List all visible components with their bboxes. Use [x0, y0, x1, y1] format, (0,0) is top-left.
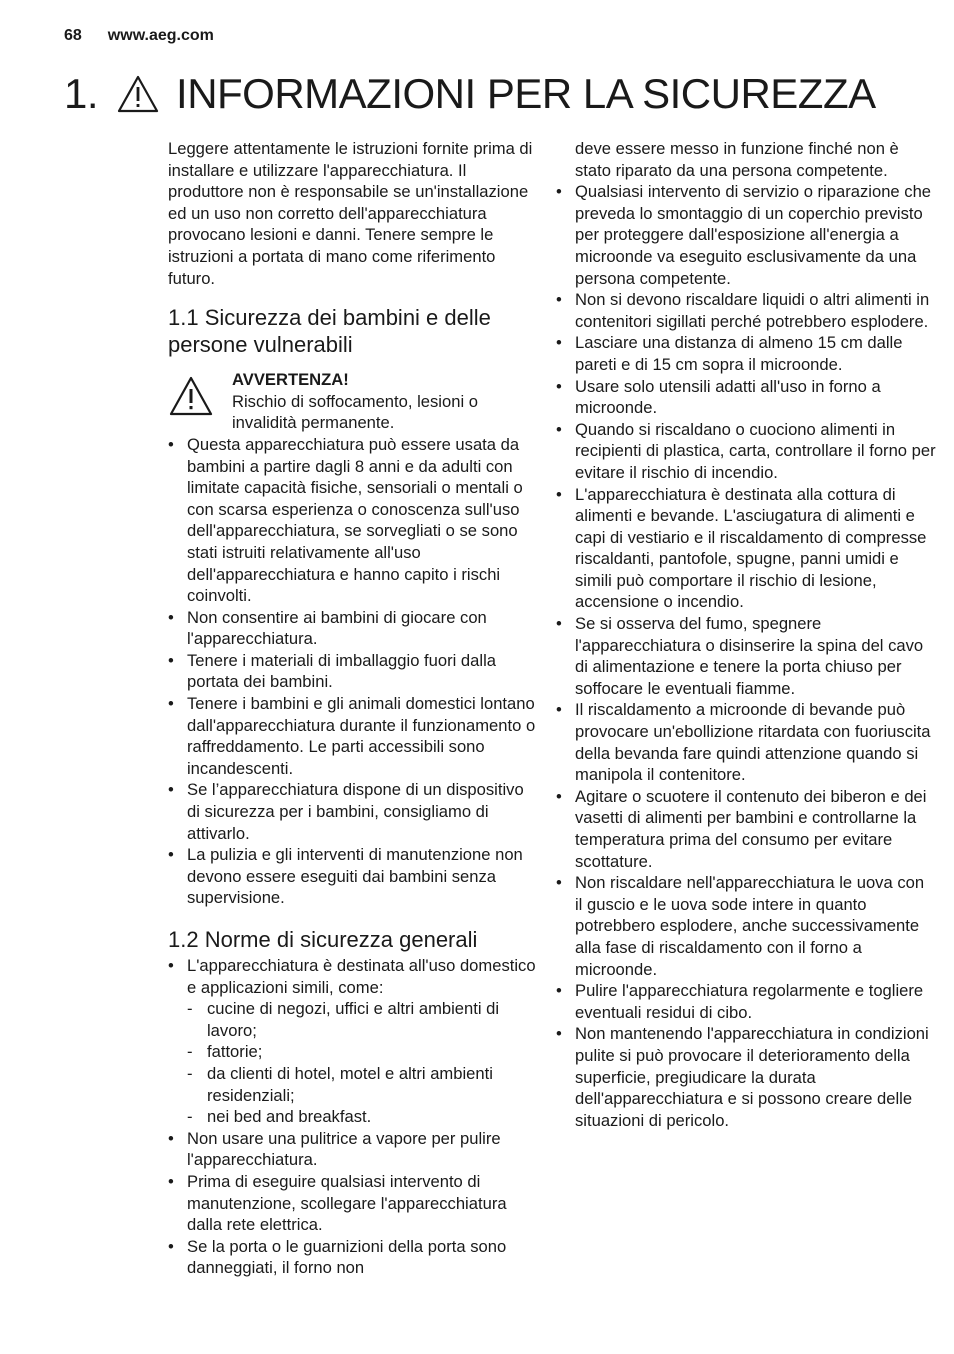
chapter-title: INFORMAZIONI PER LA SICUREZZA: [176, 70, 876, 117]
warning-triangle-icon: [116, 74, 160, 114]
page-title: [64, 70, 876, 118]
general-safety-list-continued: [556, 181, 936, 1131]
general-safety-list: [168, 955, 538, 1279]
list-item: • Non usare una pulitrice a vapore per pulire l'apparecchiatura.: [168, 1128, 538, 1171]
list-item-continuation: deve essere messo in funzione finché non è stato riparato da una persona competente.: [575, 139, 899, 180]
list-item: • Lasciare una distanza di almeno 15 cm dalle pareti e di 15 cm sopra il microonde.: [556, 332, 936, 375]
list-item: • Non consentire ai bambini di giocare con l'apparecchiatura.: [168, 607, 538, 650]
list-item: • Non riscaldare nell'apparecchiatura le uova con il guscio e le uova sode intere in quanto potrebbero esplodere, anche successivamente alla fase di riscaldamento con il forno a microonde.: [556, 872, 936, 980]
sub-list: [187, 998, 538, 1128]
list-item: • Se la porta o le guarnizioni della porta sono danneggiati, il forno non: [168, 1236, 538, 1279]
list-item: • Prima di eseguire qualsiasi intervento di manutenzione, scollegare l'apparecchiatura dalla rete elettrica.: [168, 1171, 538, 1236]
sub-list-item: - da clienti di hotel, motel e altri ambienti residenziali;: [187, 1063, 538, 1106]
list-item: • Se si osserva del fumo, spegnere l'apparecchiatura o disinserire la spina del cavo di alimentazione e tenere la porta chiuso per soffocare le eventuali fiamme.: [556, 613, 936, 699]
right-column: [556, 138, 936, 1131]
sub-list-item: - nei bed and breakfast.: [187, 1106, 538, 1128]
section-1-2-heading: 1.2 Norme di sicurezza generali: [168, 927, 478, 952]
list-item: • Non si devono riscaldare liquidi o altri alimenti in contenitori sigillati perché potrebbero esplodere.: [556, 289, 936, 332]
list-item: • Questa apparecchiatura può essere usata da bambini a partire dagli 8 anni e da adulti con limitate capacità fisiche, sensoriali o mentali o con scarsa esperienza o conoscenza sull'uso dell'apparecchiatura, se sorvegliati o se sono stati istruiti relativamente all'uso dell'apparecchiatura e hanno capito i rischi coinvolti.: [168, 434, 538, 607]
page-header: [64, 27, 214, 45]
list-item: • Tenere i bambini e gli animali domestici lontano dall'apparecchiatura durante il funzionamento o raffreddamento. Le parti accessibili sono incandescenti.: [168, 693, 538, 779]
list-item: • Se l’apparecchiatura dispone di un dispositivo di sicurezza per i bambini, consigliamo di attivarlo.: [168, 779, 538, 844]
list-item: • L'apparecchiatura è destinata all'uso domestico e applicazioni simili, come: - cucine di negozi, uffici e altri ambienti di lavoro; - fattorie; - da clienti di hotel, motel e altri ambienti residenziali; - nei bed and breakfast.: [168, 955, 538, 1128]
list-item: • La pulizia e gli interventi di manutenzione non devono essere eseguiti dai bambini senza supervisione.: [168, 844, 538, 909]
list-item: • Pulire l'apparecchiatura regolarmente e togliere eventuali residui di cibo.: [556, 980, 936, 1023]
list-item: • Tenere i materiali di imballaggio fuori dalla portata dei bambini.: [168, 650, 538, 693]
warning-label: AVVERTENZA!: [232, 370, 349, 390]
list-item: • Usare solo utensili adatti all'uso in forno a microonde.: [556, 376, 936, 419]
page-number: 68: [64, 27, 82, 44]
list-item: • Agitare o scuotere il contenuto dei biberon e dei vasetti di alimenti per bambini e controllarne la temperatura prima del consumo per evitare scottature.: [556, 786, 936, 872]
website-url: www.aeg.com: [107, 27, 214, 44]
list-item: • L'apparecchiatura è destinata alla cottura di alimenti e bevande. L'asciugatura di alimenti e capi di vestiario e il riscaldamento di compresse riscaldanti, pantofole, spugne, panni umidi e simili può comportare il rischio di lesione, accensione o incendio.: [556, 484, 936, 614]
list-item: • Il riscaldamento a microonde di bevande può provocare un'ebollizione ritardata con fuoriuscita della bevanda fare quindi attenzione quando si manipola il contenitore.: [556, 699, 936, 785]
left-column: [168, 138, 538, 1279]
list-item: • Non mantenendo l'apparecchiatura in condizioni pulite si può provocare il deterioramento della superficie, pregiudicare la durata dell'apparecchiatura e si possono creare delle situazioni di pericolo.: [556, 1023, 936, 1131]
sub-list-item: - fattorie;: [187, 1041, 538, 1063]
chapter-number: 1.: [64, 70, 99, 117]
intro-paragraph: Leggere attentamente le istruzioni fornite prima di installare e utilizzare l'apparecchiatura. Il produttore non è responsabile se un'installazione ed un uso non corretto dell'apparecchiatura provocano lesioni e danni. Tenere sempre le istruzioni a portata di mano come riferimento futuro.: [168, 139, 533, 288]
child-safety-list: [168, 434, 538, 909]
section-1-1-heading: 1.1 Sicurezza dei bambini e delle persone vulnerabili: [168, 305, 491, 358]
warning-box: [168, 369, 538, 434]
list-item: • Qualsiasi intervento di servizio o riparazione che preveda lo smontaggio di un coperchio previsto per proteggere dall'esposizione all'energia a microonde va eseguito esclusivamente da una persona competente.: [556, 181, 936, 289]
warning-triangle-icon: [168, 375, 214, 417]
sub-list-item: - cucine di negozi, uffici e altri ambienti di lavoro;: [187, 998, 538, 1041]
list-item: • Quando si riscaldano o cuociono alimenti in recipienti di plastica, carta, controllare il forno per evitare il rischio di incendio.: [556, 419, 936, 484]
warning-text: Rischio di soffocamento, lesioni o invalidità permanente.: [232, 391, 478, 433]
